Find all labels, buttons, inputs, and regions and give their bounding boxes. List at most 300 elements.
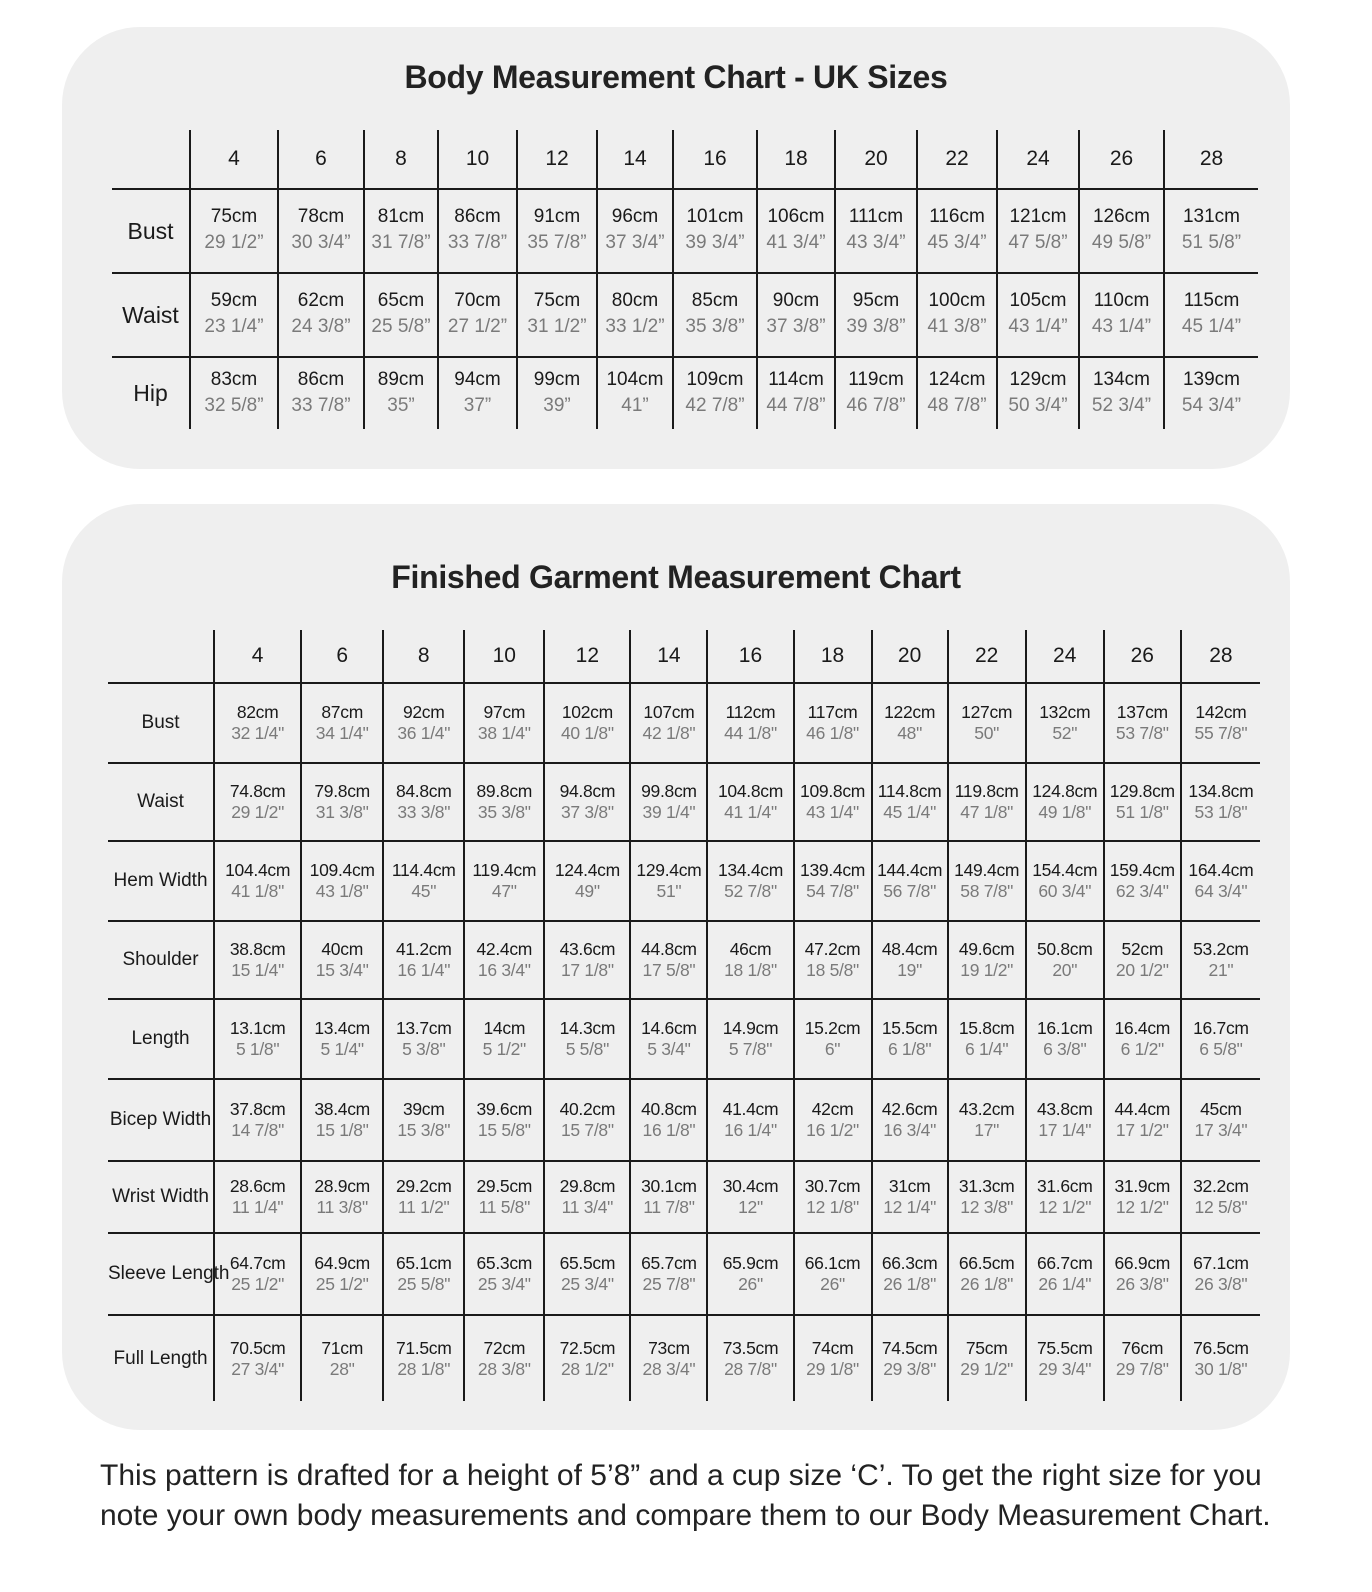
- measurement-cell: [707, 1315, 793, 1401]
- measurement-cell: [383, 999, 464, 1079]
- cm-value: 117cm: [807, 702, 858, 722]
- inch-value: 15 1/4": [231, 960, 284, 980]
- cm-value: 74.5cm: [881, 1337, 938, 1358]
- cm-value: 122cm: [884, 702, 936, 722]
- measurement-cell: [707, 841, 793, 921]
- cm-value: 127cm: [961, 702, 1013, 722]
- cm-value: 124.4cm: [554, 860, 620, 880]
- cm-value: 50.8cm: [1036, 939, 1093, 959]
- inch-value: 16 1/4": [397, 960, 451, 980]
- measurement-cell: [517, 273, 597, 357]
- inch-value: 42 1/8": [642, 723, 696, 743]
- size-header-row: [112, 130, 1258, 189]
- row-label-wrist-width: Wrist Width: [112, 1186, 209, 1207]
- measurement-cell: [214, 763, 301, 841]
- cm-value: 66.3cm: [881, 1253, 938, 1273]
- size-header-4: 4: [190, 130, 278, 189]
- inch-value: 11 1/2": [398, 1197, 450, 1217]
- inch-value: 43 1/4”: [1008, 316, 1068, 337]
- cm-value: 28.9cm: [314, 1176, 370, 1196]
- measurement-cell: [707, 683, 793, 763]
- inch-value: 35”: [387, 394, 415, 416]
- inch-value: 26 1/4": [1038, 1274, 1092, 1294]
- measurement-cell: [214, 999, 301, 1079]
- size-header-22: 22: [948, 630, 1026, 683]
- cm-value: 16.4cm: [1114, 1018, 1171, 1038]
- cm-value: 29.8cm: [559, 1176, 616, 1196]
- inch-value: 23 1/4”: [204, 316, 264, 337]
- measurement-cell: [517, 189, 597, 273]
- footnote-text: This pattern is drafted for a height of 5’8” and a cup size ‘C’. To get the right size for you note your own body measurements and compare them to our Body Measurement Chart.: [100, 1459, 1271, 1532]
- inch-value: 15 7/8": [560, 1120, 614, 1140]
- measurement-cell: [383, 683, 464, 763]
- measurement-cell: [630, 921, 707, 999]
- row-label-bust: Bust: [127, 217, 174, 244]
- inch-value: 35 3/8": [477, 802, 531, 822]
- measurement-cell: [794, 1315, 872, 1401]
- cm-value: 104.8cm: [717, 781, 783, 801]
- inch-value: 16 1/4": [724, 1120, 777, 1140]
- inch-value: 53 7/8": [1115, 723, 1169, 743]
- body-measurement-panel: [62, 27, 1290, 469]
- cm-value: 15.2cm: [804, 1018, 861, 1038]
- measurement-cell: [1181, 841, 1260, 921]
- inch-value: 51 5/8”: [1181, 232, 1242, 253]
- row-label-bust: Bust: [141, 712, 180, 733]
- inch-value: 60 3/4": [1038, 881, 1092, 901]
- measurement-cell: [794, 1233, 872, 1315]
- cm-value: 30.4cm: [722, 1176, 779, 1196]
- cm-value: 74cm: [811, 1337, 854, 1358]
- measurement-cell: [948, 1079, 1026, 1161]
- cm-value: 79.8cm: [314, 781, 370, 801]
- measurement-cell: [1104, 841, 1181, 921]
- cm-value: 119.4cm: [472, 860, 537, 880]
- inch-value: 19 1/2": [960, 960, 1014, 980]
- measurement-cell: [872, 999, 948, 1079]
- measurement-cell: [948, 921, 1026, 999]
- measurement-cell: [917, 189, 997, 273]
- cm-value: 13.4cm: [314, 1018, 370, 1038]
- cm-value: 31.6cm: [1036, 1176, 1093, 1196]
- row-full-length: [108, 1315, 1260, 1401]
- cm-value: 94cm: [454, 368, 501, 390]
- inch-value: 12": [738, 1197, 763, 1217]
- inch-value: 43 3/4”: [846, 232, 906, 253]
- measurement-cell: [544, 1079, 630, 1161]
- row-wrist-width: [108, 1161, 1260, 1233]
- cm-value: 106cm: [767, 206, 825, 227]
- inch-value: 17": [974, 1120, 1000, 1140]
- cm-value: 94.8cm: [559, 781, 616, 801]
- inch-value: 12 1/4": [883, 1197, 936, 1217]
- measurement-cell: [1026, 1079, 1104, 1161]
- inch-value: 30 3/4”: [291, 232, 351, 253]
- inch-value: 15 5/8": [477, 1120, 531, 1140]
- row-label-shoulder: Shoulder: [122, 949, 199, 970]
- measurement-cell: [1104, 1233, 1181, 1315]
- inch-value: 47 5/8”: [1008, 232, 1068, 253]
- cm-value: 13.1cm: [229, 1018, 286, 1038]
- cm-value: 39cm: [402, 1099, 445, 1119]
- cm-value: 65.7cm: [641, 1253, 697, 1273]
- cm-value: 48.4cm: [881, 939, 938, 959]
- size-header-8: 8: [364, 130, 438, 189]
- inch-value: 16 3/4": [883, 1120, 936, 1140]
- measurement-cell: [707, 763, 793, 841]
- cm-value: 38.8cm: [229, 939, 286, 959]
- size-header-14: 14: [630, 630, 707, 683]
- size-header-10: 10: [438, 130, 517, 189]
- cm-value: 66.9cm: [1114, 1253, 1171, 1273]
- measurement-cell: [794, 1161, 872, 1233]
- size-header-28: 28: [1164, 130, 1258, 189]
- cm-value: 15.8cm: [958, 1018, 1015, 1038]
- inch-value: 11 3/8": [316, 1197, 368, 1217]
- inch-value: 44 1/8": [724, 723, 777, 743]
- cm-value: 86cm: [454, 206, 501, 227]
- inch-value: 43 1/8": [315, 881, 369, 901]
- measurement-cell: [1104, 999, 1181, 1079]
- cm-value: 71.5cm: [395, 1337, 452, 1358]
- cm-value: 82cm: [236, 702, 279, 722]
- measurement-cell: [872, 763, 948, 841]
- inch-value: 28 1/2": [560, 1358, 614, 1379]
- inch-value: 18 5/8": [806, 960, 859, 980]
- inch-value: 37”: [463, 394, 492, 416]
- cm-value: 30.1cm: [641, 1176, 697, 1196]
- measurement-cell: [630, 841, 707, 921]
- cm-value: 124.8cm: [1032, 781, 1098, 801]
- measurement-cell: [464, 921, 544, 999]
- row-sleeve-length: [108, 1233, 1260, 1315]
- measurement-cell: [630, 683, 707, 763]
- cm-value: 129.4cm: [636, 860, 702, 880]
- inch-value: 12 1/2": [1038, 1197, 1092, 1217]
- inch-value: 39 3/8”: [846, 316, 906, 337]
- cm-value: 134cm: [1092, 368, 1151, 390]
- inch-value: 6 3/8": [1043, 1039, 1087, 1059]
- measurement-cell: [383, 1079, 464, 1161]
- cm-value: 53.2cm: [1193, 939, 1249, 959]
- cm-value: 132cm: [1039, 702, 1091, 722]
- measurement-cell: [835, 273, 917, 357]
- cm-value: 109.4cm: [309, 860, 375, 880]
- inch-value: 43 1/4”: [1091, 316, 1152, 337]
- measurement-cell: [630, 1233, 707, 1315]
- inch-value: 52 3/4”: [1091, 394, 1152, 416]
- cm-value: 66.5cm: [958, 1253, 1015, 1273]
- measurement-cell: [835, 357, 917, 429]
- size-header-row: [108, 630, 1260, 683]
- row-label-waist: Waist: [137, 791, 184, 812]
- measurement-cell: [301, 1315, 383, 1401]
- cm-value: 14.9cm: [722, 1018, 779, 1038]
- measurement-cell: [948, 999, 1026, 1079]
- measurement-cell: [544, 683, 630, 763]
- inch-value: 30 1/8": [1194, 1358, 1248, 1379]
- row-label-sleeve-length: Sleeve Length: [108, 1263, 230, 1284]
- row-label-waist: Waist: [122, 301, 179, 328]
- cm-value: 43.2cm: [958, 1099, 1015, 1119]
- inch-value: 28 3/4": [642, 1358, 696, 1379]
- measurement-cell: [997, 357, 1079, 429]
- cm-value: 30.7cm: [804, 1176, 861, 1196]
- measurement-cell: [1164, 357, 1258, 429]
- measurement-cell: [278, 357, 364, 429]
- measurement-cell: [190, 273, 278, 357]
- inch-value: 29 1/2”: [204, 232, 264, 253]
- inch-value: 46 1/8": [806, 723, 859, 743]
- cm-value: 28.6cm: [229, 1176, 286, 1196]
- cm-value: 100cm: [928, 290, 986, 311]
- cm-value: 164.4cm: [1188, 860, 1254, 880]
- inch-value: 45 3/4”: [927, 232, 987, 253]
- cm-value: 44.4cm: [1114, 1099, 1171, 1119]
- measurement-cell: [1026, 1233, 1104, 1315]
- inch-value: 15 3/4": [315, 960, 369, 980]
- cm-value: 126cm: [1092, 206, 1151, 227]
- inch-value: 40 1/8": [560, 723, 614, 743]
- cm-value: 42.6cm: [881, 1099, 938, 1119]
- measurement-cell: [1181, 1079, 1260, 1161]
- cm-value: 96cm: [611, 206, 659, 227]
- inch-value: 11 1/4": [231, 1197, 284, 1217]
- cm-value: 121cm: [1009, 206, 1067, 227]
- cm-value: 43.8cm: [1036, 1099, 1093, 1119]
- inch-value: 45 1/4”: [1181, 316, 1242, 337]
- inch-value: 54 7/8": [806, 881, 859, 901]
- inch-value: 6 1/2": [1120, 1039, 1164, 1059]
- cm-value: 78cm: [297, 206, 345, 227]
- measurement-cell: [597, 357, 673, 429]
- cm-value: 92cm: [402, 702, 445, 722]
- measurement-cell: [190, 189, 278, 273]
- inch-value: 17 5/8": [642, 960, 696, 980]
- inch-value: 17 3/4": [1194, 1120, 1248, 1140]
- inch-value: 19": [897, 960, 922, 980]
- cm-value: 109cm: [686, 368, 744, 390]
- cm-value: 38.4cm: [314, 1099, 370, 1119]
- inch-value: 17 1/4": [1038, 1120, 1092, 1140]
- inch-value: 28 7/8": [724, 1358, 777, 1379]
- row-hem-width: [108, 841, 1260, 921]
- cm-value: 83cm: [210, 368, 258, 390]
- inch-value: 37 3/4”: [605, 232, 665, 253]
- size-header-24: 24: [997, 130, 1079, 189]
- cm-value: 102cm: [561, 702, 613, 722]
- size-header-20: 20: [872, 630, 948, 683]
- inch-value: 25 1/2": [231, 1274, 284, 1294]
- measurement-cell: [544, 1233, 630, 1315]
- measurement-cell: [948, 1315, 1026, 1401]
- inch-value: 25 3/4": [560, 1274, 614, 1294]
- measurement-cell: [544, 1315, 630, 1401]
- cm-value: 87cm: [321, 702, 363, 722]
- cm-value: 72cm: [483, 1337, 526, 1358]
- size-header-16: 16: [707, 630, 793, 683]
- row-label-hem-width: Hem Width: [113, 870, 208, 891]
- inch-value: 35 7/8”: [527, 232, 587, 253]
- inch-value: 29 1/2": [231, 802, 284, 822]
- measurement-cell: [707, 1079, 793, 1161]
- measurement-cell: [872, 1233, 948, 1315]
- measurement-cell: [1079, 273, 1164, 357]
- inch-value: 54 3/4”: [1181, 394, 1242, 416]
- garment-measurement-table: [108, 630, 1260, 1401]
- measurement-cell: [917, 357, 997, 429]
- inch-value: 15 3/8": [397, 1120, 451, 1140]
- inch-value: 11 7/8": [643, 1197, 695, 1217]
- inch-value: 47 1/8": [960, 802, 1014, 822]
- cm-value: 101cm: [686, 206, 744, 227]
- row-label-full-length: Full Length: [113, 1347, 208, 1369]
- inch-value: 50 3/4”: [1008, 394, 1068, 416]
- inch-value: 17 1/2": [1115, 1120, 1169, 1140]
- measurement-cell: [1104, 921, 1181, 999]
- cm-value: 44.8cm: [641, 939, 697, 959]
- measurement-cell: [214, 1315, 301, 1401]
- inch-value: 14 7/8": [231, 1120, 284, 1140]
- size-header-18: 18: [794, 630, 872, 683]
- inch-value: 25 7/8": [642, 1274, 696, 1294]
- inch-value: 28": [329, 1358, 355, 1379]
- inch-value: 6 1/4": [965, 1039, 1009, 1059]
- measurement-cell: [794, 999, 872, 1079]
- measurement-cell: [214, 1079, 301, 1161]
- measurement-cell: [364, 273, 438, 357]
- measurement-cell: [757, 357, 835, 429]
- measurement-cell: [1026, 999, 1104, 1079]
- cm-value: 124cm: [928, 368, 986, 390]
- cm-value: 95cm: [852, 290, 900, 311]
- inch-value: 5 1/8": [235, 1039, 280, 1059]
- cm-value: 149.4cm: [954, 860, 1020, 880]
- measurement-cell: [757, 273, 835, 357]
- inch-value: 29 3/8": [883, 1358, 936, 1379]
- cm-value: 75cm: [210, 206, 258, 227]
- measurement-cell: [917, 273, 997, 357]
- measurement-cell: [1181, 1161, 1260, 1233]
- measurement-cell: [383, 1315, 464, 1401]
- measurement-cell: [872, 1161, 948, 1233]
- cm-value: 62cm: [297, 290, 345, 311]
- inch-value: 51 1/8": [1115, 802, 1169, 822]
- cm-value: 70.5cm: [229, 1337, 286, 1358]
- cm-value: 47.2cm: [804, 939, 861, 959]
- cm-value: 134.4cm: [717, 860, 783, 880]
- cm-value: 114cm: [768, 368, 824, 390]
- measurement-cell: [464, 1161, 544, 1233]
- measurement-cell: [630, 1315, 707, 1401]
- measurement-cell: [673, 189, 757, 273]
- size-header-26: 26: [1104, 630, 1181, 683]
- inch-value: 58 7/8": [960, 881, 1014, 901]
- measurement-cell: [872, 921, 948, 999]
- cm-value: 104.4cm: [225, 860, 291, 880]
- measurement-cell: [1181, 999, 1260, 1079]
- cm-value: 76cm: [1121, 1337, 1164, 1358]
- measurement-cell: [597, 273, 673, 357]
- row-bust: [108, 683, 1260, 763]
- inch-value: 20 1/2": [1115, 960, 1169, 980]
- inch-value: 28 3/8": [477, 1358, 531, 1379]
- cm-value: 16.1cm: [1036, 1018, 1093, 1038]
- cm-value: 86cm: [297, 368, 345, 390]
- measurement-cell: [301, 1161, 383, 1233]
- inch-value: 5 5/8": [565, 1039, 610, 1059]
- measurement-cell: [301, 763, 383, 841]
- measurement-cell: [707, 1233, 793, 1315]
- cm-value: 159.4cm: [1109, 860, 1175, 880]
- row-label-bicep-width: Bicep Width: [109, 1109, 212, 1130]
- size-header-6: 6: [278, 130, 364, 189]
- row-bust: [112, 189, 1258, 273]
- cm-value: 142cm: [1195, 702, 1247, 722]
- inch-value: 5 1/4": [320, 1039, 364, 1059]
- measurement-cell: [1026, 763, 1104, 841]
- cm-value: 49.6cm: [958, 939, 1015, 959]
- cm-value: 91cm: [533, 206, 581, 227]
- inch-value: 52": [1052, 723, 1078, 743]
- measurement-cell: [1026, 1161, 1104, 1233]
- inch-value: 12 1/2": [1115, 1197, 1169, 1217]
- measurement-cell: [872, 683, 948, 763]
- inch-value: 33 3/8": [397, 802, 451, 822]
- cm-value: 115cm: [1183, 290, 1240, 311]
- cm-value: 16.7cm: [1193, 1018, 1249, 1038]
- cm-value: 81cm: [377, 206, 425, 227]
- row-bicep-width: [108, 1079, 1260, 1161]
- body-chart-title: Body Measurement Chart - UK Sizes: [404, 59, 948, 95]
- cm-value: 116cm: [929, 206, 985, 227]
- cm-value: 105cm: [1009, 290, 1067, 311]
- measurement-cell: [794, 763, 872, 841]
- cm-value: 107cm: [643, 702, 695, 722]
- inch-value: 50": [974, 723, 1000, 743]
- measurement-cell: [1104, 683, 1181, 763]
- row-shoulder: [108, 921, 1260, 999]
- cm-value: 66.1cm: [804, 1253, 861, 1273]
- inch-value: 26 3/8": [1115, 1274, 1169, 1294]
- measurement-cell: [1164, 189, 1258, 273]
- measurement-cell: [757, 189, 835, 273]
- inch-value: 6 5/8": [1199, 1039, 1243, 1059]
- cm-value: 52cm: [1121, 939, 1164, 959]
- size-header-28: 28: [1181, 630, 1260, 683]
- size-header-24: 24: [1026, 630, 1104, 683]
- cm-value: 32.2cm: [1193, 1176, 1249, 1196]
- measurement-cell: [301, 921, 383, 999]
- cm-value: 85cm: [691, 290, 739, 311]
- measurement-cell: [1181, 763, 1260, 841]
- measurement-cell: [517, 357, 597, 429]
- inch-value: 29 1/8": [806, 1358, 859, 1379]
- measurement-cell: [464, 999, 544, 1079]
- corner-cell: [108, 630, 214, 683]
- inch-value: 41 1/8": [231, 881, 284, 901]
- size-header-12: 12: [544, 630, 630, 683]
- cm-value: 104cm: [606, 368, 664, 390]
- inch-value: 48": [897, 723, 922, 743]
- measurement-cell: [464, 1233, 544, 1315]
- cm-value: 80cm: [611, 290, 659, 311]
- cm-value: 41.4cm: [722, 1099, 779, 1119]
- measurement-cell: [1026, 921, 1104, 999]
- measurement-cell: [872, 1079, 948, 1161]
- inch-value: 33 7/8”: [447, 232, 508, 253]
- cm-value: 29.5cm: [476, 1176, 533, 1196]
